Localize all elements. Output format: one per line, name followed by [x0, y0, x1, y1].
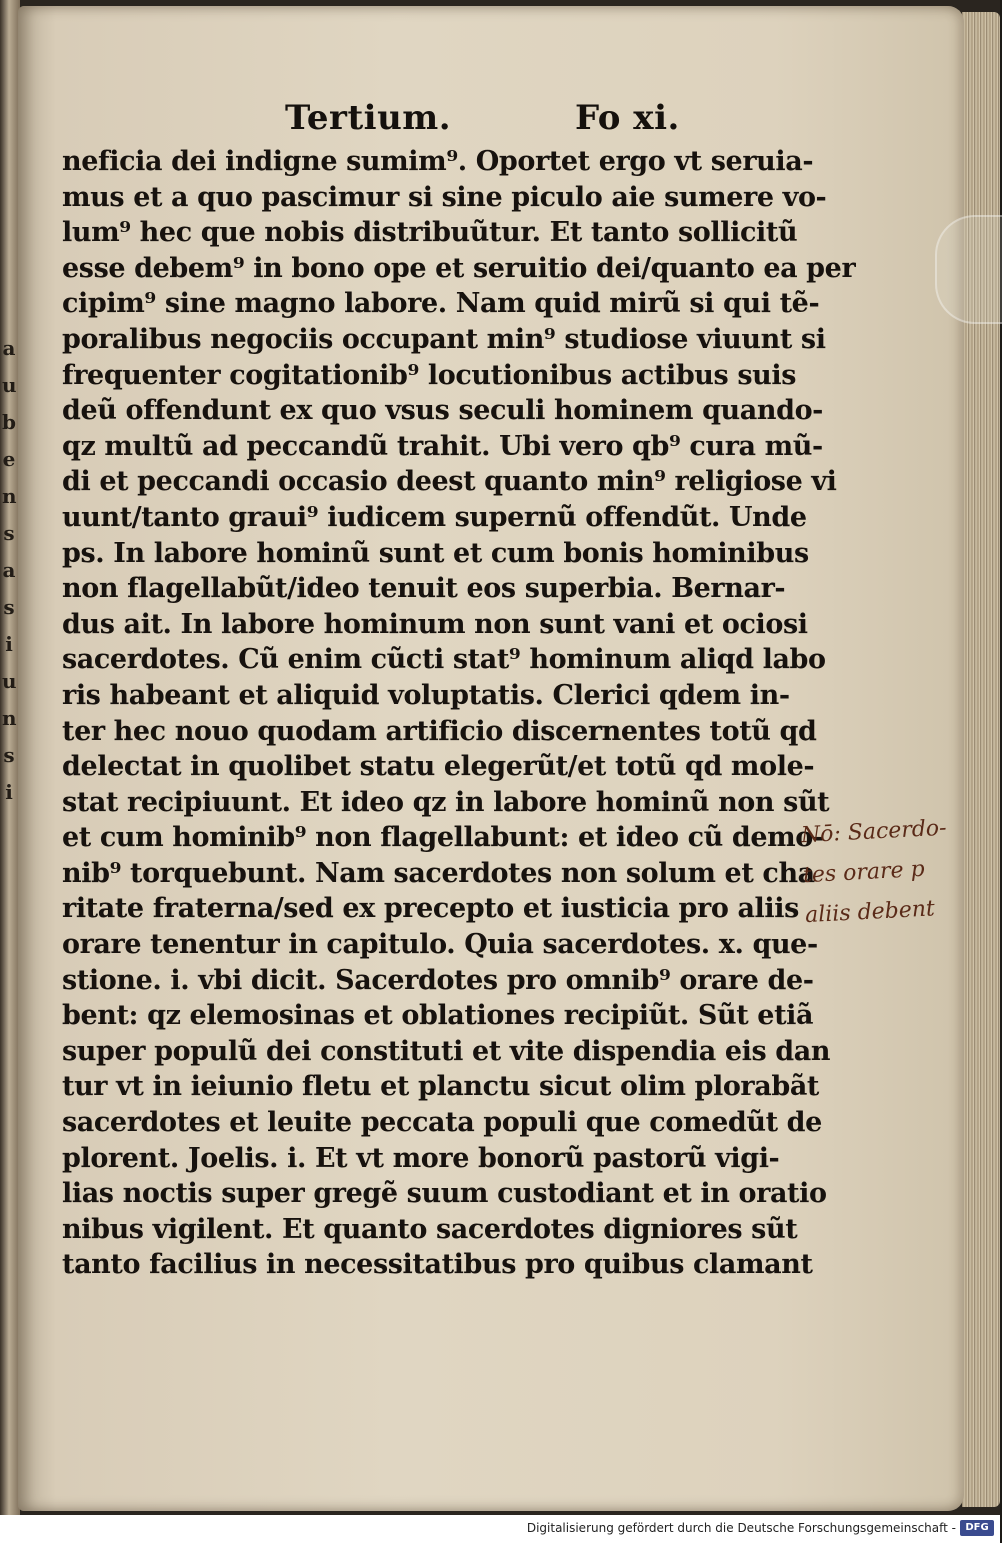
text-line: esse debem⁹ in bono ope et seruitio dei/quanto ea per [62, 252, 856, 284]
facing-page-edge [0, 0, 20, 1515]
text-line: tur vt in ieiunio fletu et planctu sicut olim plorabãt [62, 1071, 819, 1103]
text-line: sacerdotes et leuite peccata populi que comedũt de [62, 1107, 822, 1139]
text-line: poralibus negociis occupant min⁹ studiose viuunt si [62, 323, 826, 355]
running-head-title: Tertium. [285, 98, 452, 138]
text-line: di et peccandi occasio deest quanto min⁹ religiose vi [62, 466, 837, 498]
marginal-note-line: Nō: Sacerdo- [800, 815, 948, 849]
running-head [0, 98, 980, 146]
marginal-note-line: tes orare p [802, 856, 926, 889]
text-line: nibus vigilent. Et quanto sacerdotes digniores sũt [62, 1213, 798, 1245]
text-line: lias noctis super gregẽ suum custodiant et in oratio [62, 1178, 827, 1210]
text-line: orare tenentur in capitulo. Quia sacerdotes. x. que- [62, 929, 818, 961]
text-line: tanto facilius in necessitatibus pro quibus clamant [62, 1249, 813, 1281]
folio-number: Fo xi. [575, 98, 680, 138]
main-text-block [62, 144, 856, 1283]
text-line: ris habeant et aliquid voluptatis. Clerici qdem in- [62, 679, 790, 711]
text-line: nib⁹ torquebunt. Nam sacerdotes non solum et cha [62, 857, 815, 889]
funding-credit: Digitalisierung gefördert durch die Deutsche Forschungsgemeinschaft - [526, 1521, 956, 1535]
text-line: stione. i. vbi dicit. Sacerdotes pro omnib⁹ orare de- [62, 964, 814, 996]
digitization-footer [0, 1515, 1000, 1543]
text-line: uunt/tanto graui⁹ iudicem supernũ offendũt. Unde [62, 501, 807, 533]
text-line: qz multũ ad peccandũ trahit. Ubi vero qb⁹ cura mũ- [62, 430, 823, 462]
text-line: bent: qz elemosinas et oblationes recipiũt. Sũt etiã [62, 1000, 814, 1032]
text-line: deũ offendunt ex quo vsus seculi hominem quando- [62, 395, 823, 427]
text-line: mus et a quo pascimur si sine piculo aie sumere vo- [62, 181, 827, 213]
text-line: frequenter cogitationib⁹ locutionibus actibus suis [62, 359, 797, 391]
text-line: delectat in quolibet statu elegerũt/et totũ qd mole- [62, 751, 815, 783]
text-line: ps. In labore hominũ sunt et cum bonis hominibus [62, 537, 809, 569]
text-line: sacerdotes. Cũ enim cũcti stat⁹ hominum aliqd labo [62, 644, 826, 676]
page-clip [935, 215, 1002, 324]
text-line: et cum hominib⁹ non flagellabunt: et ideo cũ demo- [62, 822, 824, 854]
text-line: dus ait. In labore hominum non sunt vani et ociosi [62, 608, 808, 640]
text-line: plorent. Joelis. i. Et vt more bonorũ pastorũ vigi- [62, 1142, 780, 1174]
text-line: super populũ dei constituti et vite dispendia eis dan [62, 1035, 831, 1067]
text-line: neficia dei indigne sumim⁹. Oportet ergo vt seruia- [62, 146, 814, 177]
handwritten-marginal-note [800, 808, 966, 936]
dfg-logo: DFG [960, 1520, 994, 1536]
text-line: lum⁹ hec que nobis distribuũtur. Et tanto sollicitũ [62, 217, 798, 249]
text-line: stat recipiuunt. Et ideo qz in labore hominũ non sũt [62, 786, 830, 818]
text-line: non flagellabũt/ideo tenuit eos superbia. Bernar- [62, 573, 786, 605]
facing-page-fragment: a u b e n s a s i u n s i [2, 336, 17, 804]
text-line: cipim⁹ sine magno labore. Nam quid mirũ si qui tẽ- [62, 288, 820, 320]
marginal-note-line: aliis debent [804, 896, 936, 929]
text-line: ter hec nouo quodam artificio discernentes totũ qd [62, 715, 817, 747]
text-line: ritate fraterna/sed ex precepto et iusticia pro aliis [62, 893, 799, 925]
